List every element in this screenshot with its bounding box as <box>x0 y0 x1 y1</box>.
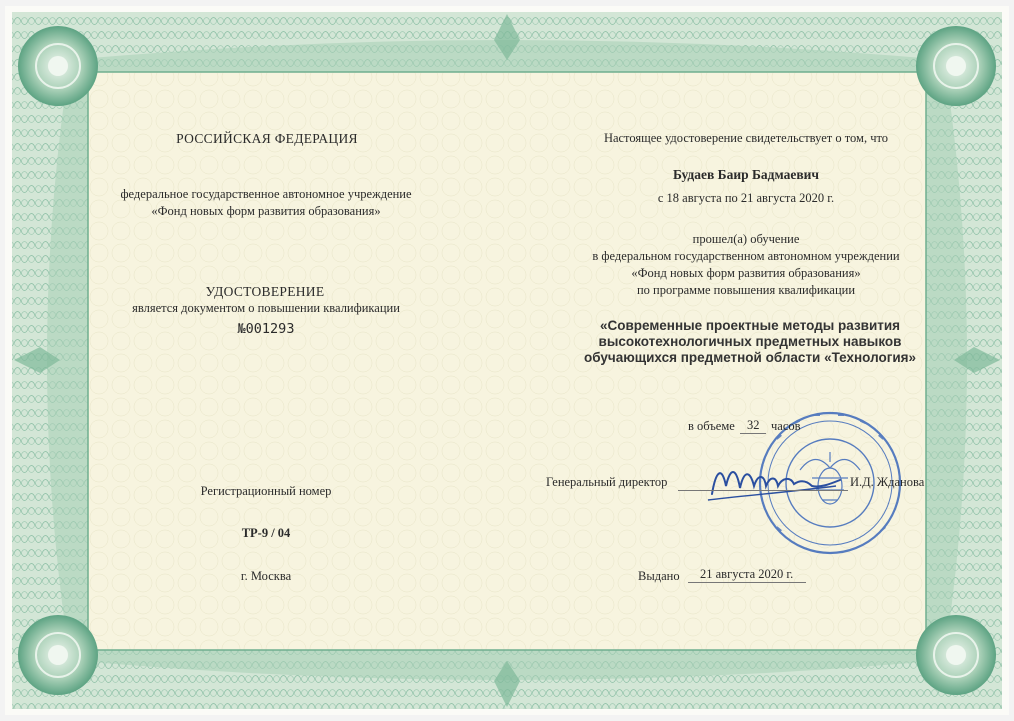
document-number: №001293 <box>237 321 295 337</box>
director-label: Генеральный директор <box>546 475 668 489</box>
director-name: И.Д. Жданова <box>850 475 925 489</box>
volume-label: в объеме <box>688 419 735 433</box>
body-line-3: «Фонд новых форм развития образования» <box>631 266 861 280</box>
issued-label: Выдано <box>638 569 680 583</box>
volume-underline <box>740 433 766 434</box>
body-line-2: в федеральном государственном автономном учреждении <box>592 249 900 263</box>
issued-date: 21 августа 2020 г. <box>700 567 794 581</box>
city: г. Москва <box>240 569 292 583</box>
training-period: с 18 августа по 21 августа 2020 г. <box>657 191 835 205</box>
document-description: является документом о повышении квалификации <box>132 301 400 315</box>
rosette-icon <box>916 615 996 695</box>
registration-number: ТР-9 / 04 <box>241 526 291 540</box>
country-heading: РОССИЙСКАЯ ФЕДЕРАЦИЯ <box>176 131 358 146</box>
volume-unit: часов <box>771 419 801 433</box>
org-line-1: федеральное государственное автономное учреждение <box>120 187 412 201</box>
org-line-2: «Фонд новых форм развития образования» <box>151 204 381 218</box>
body-line-1: прошел(а) обучение <box>692 232 800 246</box>
rosette-icon <box>916 26 996 106</box>
volume-value: 32 <box>747 418 760 432</box>
program-line-1: «Современные проектные методы развития <box>599 318 901 333</box>
rosette-icon <box>18 615 98 695</box>
program-line-2: высокотехнологичных предметных навыков <box>598 334 902 349</box>
issued-date-underline <box>688 582 806 583</box>
body-line-4: по программе повышения квалификации <box>636 283 856 297</box>
signature-line <box>678 490 848 491</box>
document-title: УДОСТОВЕРЕНИЕ <box>205 284 325 299</box>
recipient-name: Будаев Баир Бадмаевич <box>672 167 820 182</box>
intro-text: Настоящее удостоверение свидетельствует о том, что <box>603 131 889 145</box>
rosette-icon <box>18 26 98 106</box>
program-line-3: обучающихся предметной области «Технология» <box>583 350 917 365</box>
registration-label: Регистрационный номер <box>200 484 332 498</box>
